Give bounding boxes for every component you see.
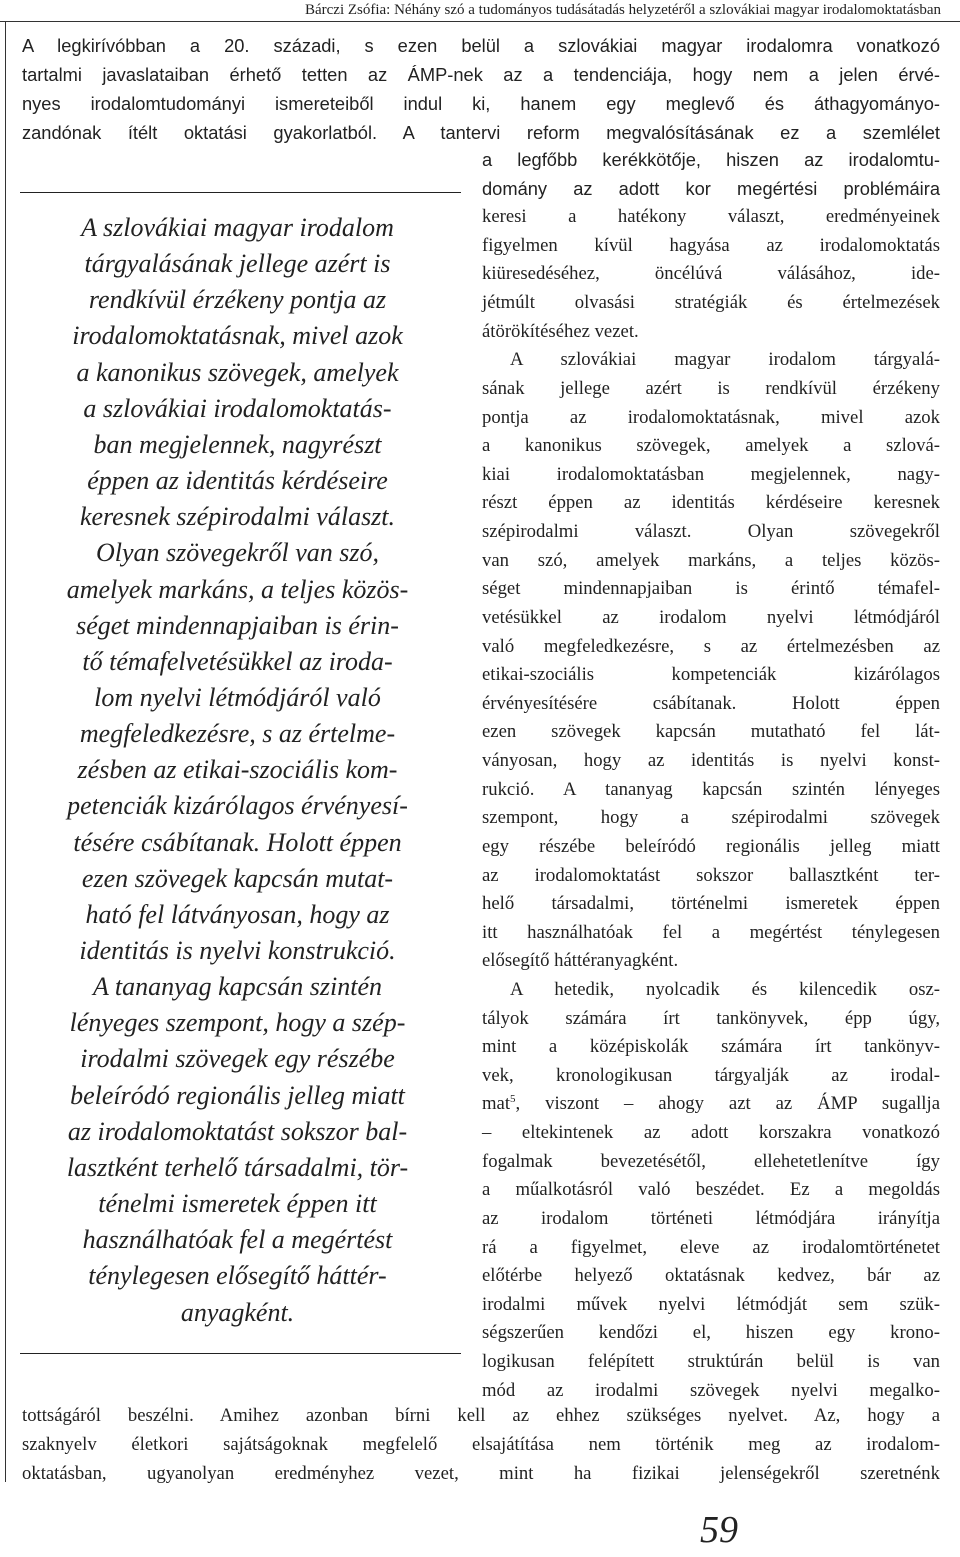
text-line: tartalmi javaslataiban érhető tetten az ÁMP-nek az a tendenciája, hogy nem a jelen érvé- — [22, 64, 940, 85]
text-line: etikai-szociális kompetenciák kizárólagos — [482, 664, 940, 686]
text-line: fogalmak bevezetésétől, ellehetetlenítve így — [482, 1150, 940, 1172]
text-line: oktatásban, ugyanolyan eredményhez vezet, mint ha fizikai jelenségekről szeretnénk — [22, 1463, 940, 1484]
text-line: ványosan, hogy az identitás is nyelvi konst- — [482, 750, 940, 772]
text-line: zandónak ítélt oktatási gyakorlatból. A tantervi reform megvalósításának ez a szemlélet — [22, 122, 940, 143]
text-line: mat$^5$, viszont – ahogy azt az ÁMP sugallja — [482, 1093, 940, 1115]
text-line: vek, kronologikusan tárgyalják az irodal- — [482, 1064, 940, 1086]
text-line: szaknyelv életkori sajátságoknak megfelelő elsajátítása nem történik meg az irodalom- — [22, 1434, 940, 1455]
text-line: ezen szövegek kapcsán mutatható fel lát- — [482, 721, 940, 743]
text-line: séget mindennapjaiban is érintő témafel- — [482, 578, 940, 600]
text-line: nyes irodalomtudományi ismereteiből indul ki, hanem egy meglevő és áthagyományo- — [22, 93, 940, 114]
quote-line: A szlovákiai magyar irodalom — [81, 213, 394, 242]
quote-line: ténylegesen elősegítő háttér- — [88, 1261, 387, 1291]
text-line: való megfeledkezésre, s az értelmezésben az — [482, 635, 940, 657]
text-line: logikusan felépített struktúrán belül is van — [482, 1351, 940, 1373]
text-line: rá a figyelmet, eleve az irodalomtörténetet — [482, 1236, 940, 1258]
text-line: kiüresedéséhez, öncélúvá válásához, ide- — [482, 263, 940, 285]
text-line: tályok számára írt tankönyvek, épp úgy, — [482, 1007, 940, 1029]
text-line: keresi a hatékony választ, eredményeinek — [482, 206, 940, 228]
text-line: itt használhatóak fel a megértést ténylegesen — [482, 921, 940, 943]
quote-line: ezen szövegek kapcsán mutat- — [81, 863, 394, 893]
quote-line: a kanonikus szövegek, amelyek — [76, 357, 399, 387]
text-line: a legfőbb kerékkötője, hiszen az irodalomtu- — [482, 149, 940, 170]
text-line: átörökítéséhez vezet. — [482, 320, 639, 342]
margin-rule — [5, 22, 6, 1482]
quote-line: ban megjelennek, nagyrészt — [93, 429, 382, 459]
text-line: domány az adott kor megértési problémáira — [482, 177, 940, 199]
text-line: elősegítő háttéranyagként. — [482, 950, 679, 972]
quote-line: megfeledkezésre, s az értelme- — [79, 719, 396, 749]
quote-line: irodalmi szövegek egy részébe — [80, 1044, 395, 1074]
text-line: érvényesítésére csábítanak. Holott éppen — [482, 692, 940, 714]
text-line: szempont, hogy a szépirodalmi szövegek — [482, 807, 940, 829]
text-line: mint a középiskolák számára írt tankönyv- — [482, 1036, 940, 1058]
quote-line: használhatóak fel a megértést — [82, 1225, 393, 1255]
quote-line: lasztként terhelő társadalmi, tör- — [66, 1152, 409, 1182]
quote-line: anyagként. — [180, 1297, 295, 1327]
quote-line: beleíródó regionális jelleg miatt — [70, 1080, 405, 1110]
text-line: – eltekintenek az adott korszakra vonatkozó — [482, 1122, 940, 1144]
quote-line: éppen az identitás kérdéseire — [87, 466, 388, 496]
text-line: A hetedik, nyolcadik és kilencedik osz- — [510, 978, 940, 1000]
running-header — [0, 0, 960, 22]
text-line: sának jellege azért is rendkívül érzékeny — [482, 377, 940, 399]
text-line: ségszerűen kendőzi el, hiszen egy krono- — [482, 1322, 940, 1344]
text-line: előtérbe helyező oktatásnak kedvez, bár az — [482, 1265, 940, 1287]
quote-line: tárgyalásának jellege azért is — [84, 249, 391, 279]
text-line: egy részébe beleíródó regionális jelleg miatt — [482, 835, 940, 857]
quote-line: Olyan szövegekről van szó, — [95, 538, 380, 568]
quote-line: lom nyelvi létmódjáról való — [94, 682, 381, 712]
quote-line: ténelmi ismeretek éppen itt — [98, 1189, 377, 1219]
quote-top-rule — [20, 192, 461, 193]
quote-line: lényeges szempont, hogy a szép- — [69, 1008, 406, 1038]
text-line: A szlovákiai magyar irodalom tárgyalá- — [510, 349, 940, 371]
running-title: Bárczi Zsófia: Néhány szó a tudományos tudásátadás helyzetéről a szlovákiai magyar irodalomoktatásban — [304, 2, 941, 18]
text-line: kiai irodalomoktatásban megjelennek, nagy- — [482, 463, 940, 485]
quote-line: rendkívül érzékeny pontja az — [88, 285, 387, 315]
quote-line: tő témafelvetésükkel az iroda- — [82, 646, 393, 676]
text-line: figyelmen kívül hagyása az irodalomoktatás — [482, 234, 940, 256]
text-line: részt éppen az identitás kérdéseire keresnek — [482, 492, 940, 514]
text-line: a műalkotásról való beszédet. Ez a megoldás — [482, 1179, 940, 1201]
quote-line: A tananyag kapcsán szintén — [92, 972, 383, 1002]
text-line: vetésükkel az irodalom nyelvi létmódjáról — [482, 606, 940, 628]
page-number: 59 — [700, 1509, 738, 1551]
text-line: szépirodalmi választ. Olyan szövegekről — [482, 521, 940, 543]
quote-line: tésére csábítanak. Holott éppen — [73, 827, 402, 857]
text-line: helő társadalmi, történelmi ismeretek éppen — [482, 893, 940, 915]
text-line: a kanonikus szövegek, amelyek a szlová- — [482, 435, 940, 457]
quote-line: a szlovákiai irodalomoktatás- — [83, 393, 392, 423]
quote-line: keresnek szépirodalmi választ. — [79, 502, 396, 532]
text-line: az irodalom történeti létmódjára irányítja — [482, 1207, 940, 1229]
text-line: mód az irodalmi szövegek nyelvi megalko- — [482, 1379, 940, 1401]
quote-line: irodalomoktatásnak, mivel azok — [72, 321, 403, 351]
footnote-marker[interactable]: 5 — [510, 1093, 516, 1106]
text-line: tottságáról beszélni. Amihez azonban bírni kell az ehhez szükséges nyelvet. Az, hogy a — [22, 1405, 940, 1426]
quote-line: amelyek markáns, a teljes közös- — [66, 574, 409, 604]
quote-line: séget mindennapjaiban is érin- — [76, 610, 399, 640]
quote-line: az irodalomoktatást sokszor bal- — [67, 1116, 408, 1146]
text-line: rukció. A tananyag kapcsán szintén lényeges — [482, 778, 940, 800]
text-line: pontja az irodalomoktatásnak, mivel azok — [482, 406, 940, 428]
text-line: az irodalomoktatást sokszor ballasztként ter- — [482, 864, 940, 886]
quote-line: petenciák kizárólagos érvényesí- — [67, 791, 408, 821]
text-line: A legkirívóbban a 20. századi, s ezen belül a szlovákiai magyar irodalomra vonatkozó — [22, 35, 940, 56]
quote-line: zésben az etikai-szociális kom- — [77, 755, 398, 785]
quote-line: ható fel látványosan, hogy az — [85, 899, 390, 929]
text-line: irodalmi művek nyelvi létmódját sem szük- — [482, 1293, 940, 1315]
quote-bottom-rule — [20, 1353, 461, 1354]
text-line: jétmúlt olvasási stratégiák és értelmezések — [482, 292, 940, 314]
quote-line: identitás is nyelvi konstrukció. — [79, 936, 396, 965]
text-line: van szó, amelyek markáns, a teljes közös- — [482, 549, 940, 571]
